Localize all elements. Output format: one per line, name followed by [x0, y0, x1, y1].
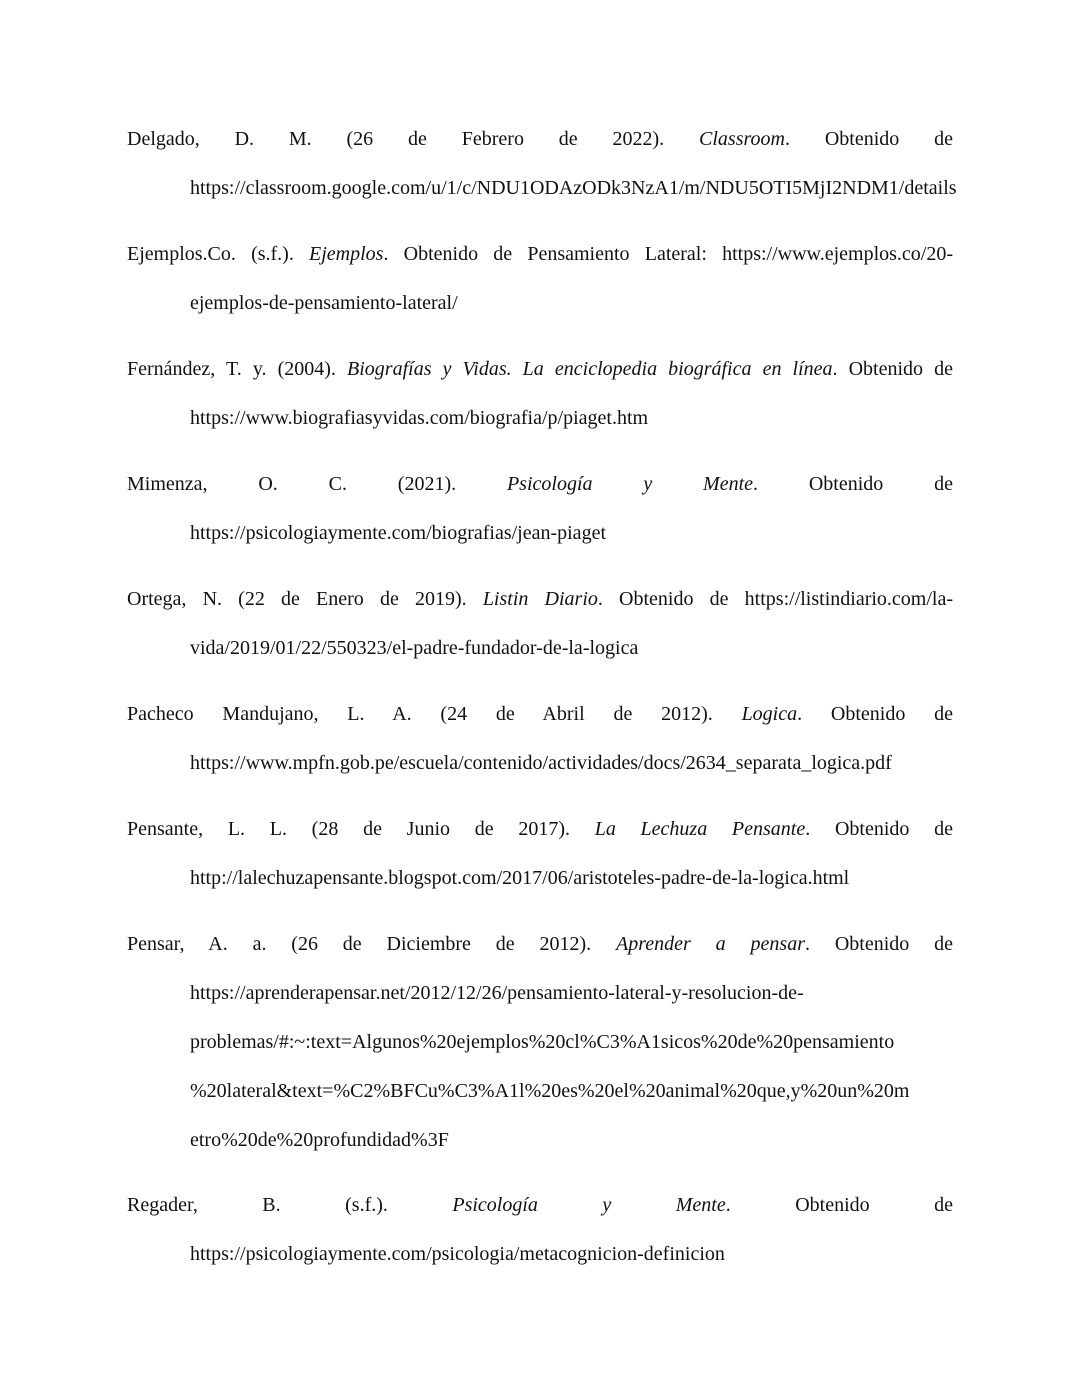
reference-text: Fernández, T. y. (2004). — [127, 358, 348, 380]
reference-line — [127, 460, 953, 509]
reference-url: https://www.biografiasyvidas.com/biografia/p/piaget.htm — [190, 407, 649, 429]
reference-title: Ejemplos — [309, 243, 384, 265]
reference-entry — [127, 1181, 953, 1279]
reference-entry — [127, 920, 953, 1165]
reference-line — [127, 230, 953, 279]
reference-text: Delgado, D. M. (26 de Febrero de 2022). — [127, 128, 700, 150]
reference-url-line — [127, 279, 953, 328]
reference-text: . Obtenido de Pensamiento Lateral: https://www.ejemplos.co/20- — [383, 243, 953, 265]
reference-line — [127, 920, 953, 969]
reference-text: Ejemplos.Co. (s.f.). — [127, 243, 310, 265]
reference-line — [127, 1181, 953, 1230]
reference-entry — [127, 575, 953, 673]
reference-url-line — [127, 739, 953, 788]
reference-line — [127, 575, 953, 624]
reference-url: vida/2019/01/22/550323/el-padre-fundador-de-la-logica — [190, 637, 639, 659]
reference-title: Aprender a pensar — [616, 933, 805, 955]
reference-url: https://classroom.google.com/u/1/c/NDU1ODAzODk3NzA1/m/NDU5OTI5MjI2NDM1/details — [190, 177, 957, 199]
reference-title: Biografías y Vidas. La enciclopedia biográfica en línea — [347, 358, 833, 380]
reference-text: . Obtenido de — [805, 818, 954, 840]
reference-line — [127, 805, 953, 854]
reference-text: . Obtenido de — [832, 358, 954, 380]
reference-url: ejemplos-de-pensamiento-lateral/ — [190, 292, 458, 314]
reference-text: . Obtenido de — [804, 933, 953, 955]
reference-text: . Obtenido de — [753, 473, 953, 495]
reference-entry — [127, 115, 957, 213]
reference-entry — [127, 460, 953, 558]
reference-url-line — [127, 164, 957, 213]
reference-text: Pensante, L. L. (28 de Junio de 2017). — [127, 818, 595, 840]
reference-title: Psicología y Mente — [452, 1194, 726, 1216]
reference-url-line — [127, 1116, 953, 1165]
reference-title: La Lechuza Pensante — [594, 818, 806, 840]
reference-url: https://psicologiaymente.com/psicologia/metacognicion-definicion — [190, 1243, 725, 1265]
reference-title: Listin Diario — [482, 588, 598, 610]
reference-url-line — [127, 624, 953, 673]
reference-url: https://aprenderapensar.net/2012/12/26/pensamiento-lateral-y-resolucion-de- — [190, 982, 804, 1004]
reference-entry — [127, 690, 953, 788]
reference-url-line — [127, 1067, 953, 1116]
reference-entry — [127, 805, 953, 903]
reference-title: Psicología y Mente — [506, 473, 754, 495]
reference-url: https://www.mpfn.gob.pe/escuela/contenido/actividades/docs/2634_separata_logica.pdf — [190, 752, 892, 774]
reference-text: Regader, B. (s.f.). — [127, 1194, 453, 1216]
reference-url-line — [127, 394, 953, 443]
reference-entry — [127, 345, 953, 443]
reference-line — [127, 115, 953, 164]
reference-title: Classroom — [699, 128, 785, 150]
reference-line — [127, 690, 953, 739]
reference-text: . Obtenido de https://listindiario.com/la- — [597, 588, 953, 610]
reference-text: Pacheco Mandujano, L. A. (24 de Abril de 2012). — [127, 703, 742, 725]
reference-url: http://lalechuzapensante.blogspot.com/2017/06/aristoteles-padre-de-la-logica.html — [190, 867, 850, 889]
reference-url: problemas/#:~:text=Algunos%20ejemplos%20cl%C3%A1sicos%20de%20pensamiento — [190, 1031, 895, 1053]
reference-text: Mimenza, O. C. (2021). — [127, 473, 507, 495]
reference-text: Ortega, N. (22 de Enero de 2019). — [127, 588, 483, 610]
reference-url: https://psicologiaymente.com/biografias/jean-piaget — [190, 522, 606, 544]
reference-url-line — [127, 1230, 953, 1279]
reference-url-line — [127, 1018, 953, 1067]
reference-url-line — [127, 509, 953, 558]
reference-text: Pensar, A. a. (26 de Diciembre de 2012). — [127, 933, 617, 955]
reference-url-line — [127, 969, 953, 1018]
reference-title: Logica — [741, 703, 798, 725]
reference-text: . Obtenido de — [784, 128, 953, 150]
reference-text: . Obtenido de — [725, 1194, 954, 1216]
reference-entry — [127, 230, 953, 328]
reference-text: . Obtenido de — [797, 703, 954, 725]
reference-line — [127, 345, 953, 394]
reference-url-line — [127, 854, 953, 903]
reference-url: %20lateral&text=%C2%BFCu%C3%A1l%20es%20el%20animal%20que,y%20un%20m — [190, 1080, 910, 1102]
reference-url: etro%20de%20profundidad%3F — [190, 1129, 449, 1151]
